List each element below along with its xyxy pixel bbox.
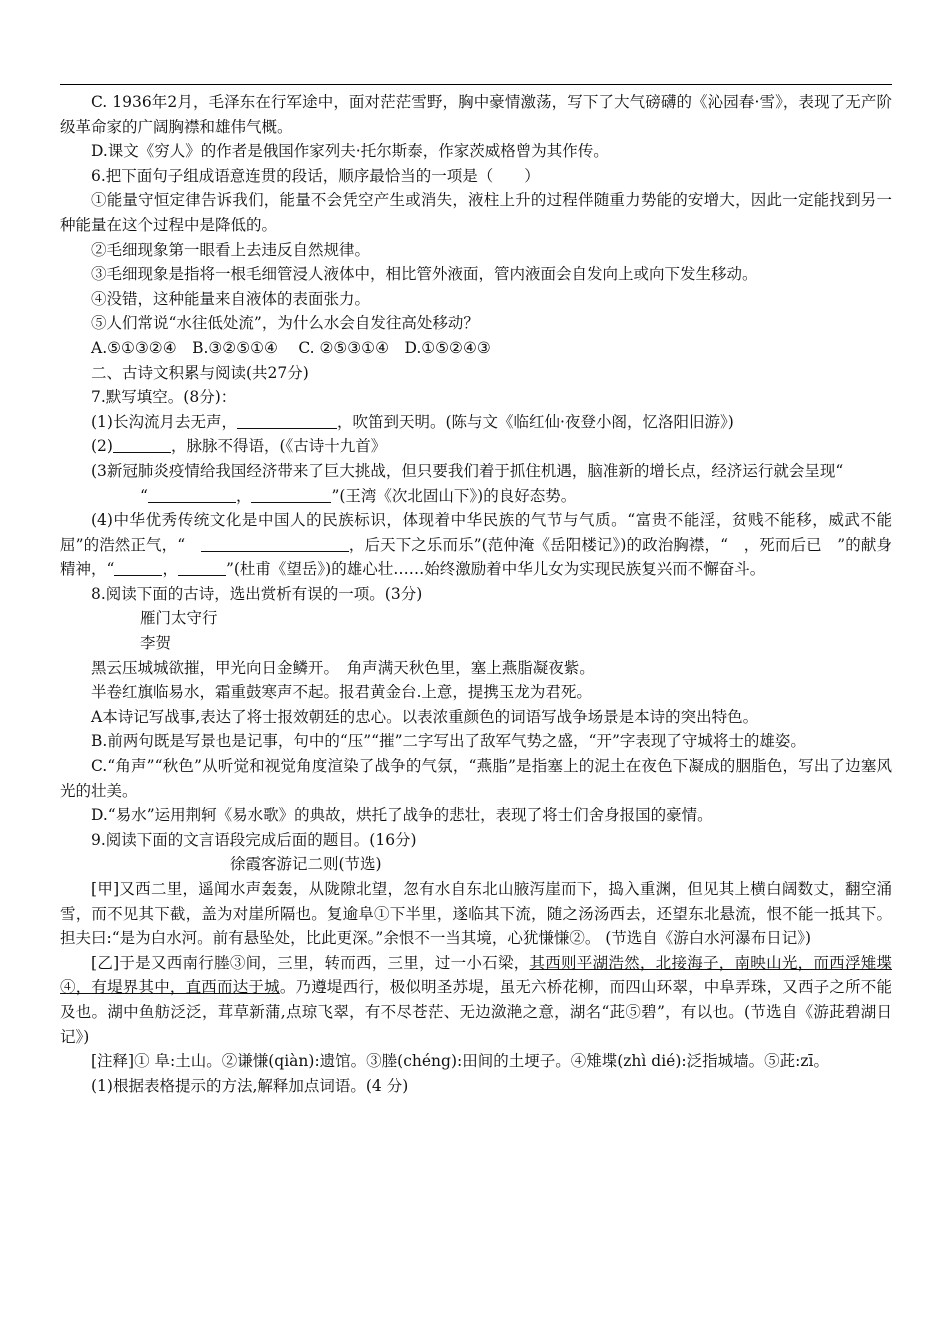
sentence-4: ④没错，这种能量来自液体的表面张力。 — [91, 289, 371, 308]
fill-blank[interactable] — [251, 486, 331, 503]
q7-1-prefix: (1)长沟流月去无声， — [91, 412, 237, 431]
question-7: 7.默写填空。(8分)： — [91, 388, 237, 407]
sentence-3: ③毛细现象是指将一根毛细管浸人液体中，相比管外液面，管内液面会自发向上或向下发生移动。 — [91, 265, 758, 284]
q7-2-prefix: (2) — [91, 437, 113, 456]
fill-blank[interactable] — [114, 559, 162, 576]
passage-yi — [60, 951, 892, 1049]
poem-author: 李贺 — [140, 634, 172, 653]
question-7-2 — [60, 434, 892, 459]
fill-blank[interactable] — [113, 436, 171, 453]
q7-3-comma: ， — [235, 486, 252, 505]
q7-4-c: ， — [162, 560, 178, 579]
question-7-3-cont — [60, 484, 892, 509]
question-7-3: (3新冠肺炎疫情给我国经济带来了巨大挑战，但只要我们着于抓住机遇，脑准新的增长点，经济运行就会呈现“ — [91, 461, 844, 480]
q7-3-open: “ — [140, 486, 148, 505]
question-8-d: D.“易水”运用荆轲《易水歌》的典故，烘托了战争的悲壮，表现了将士们舍身报国的豪情。 — [91, 806, 713, 825]
question-9: 9.阅读下面的文言语段完成后面的题目。(16分) — [91, 830, 417, 849]
sentence-5: ⑤人们常说“水往低处流”，为什么水会自发往高处移动？ — [91, 314, 479, 333]
document-content — [60, 90, 892, 1098]
top-rule — [60, 84, 892, 85]
yi-prefix: [乙]于是又西南行塍③间，三里，转而西，三里，过一小石梁， — [91, 953, 530, 972]
poem-line-1: 黑云压城城欲摧，甲光向日金鳞开。 角声满天秋色里，塞上燕脂凝夜紫。 — [91, 658, 595, 677]
sentence-1: ①能量守恒定律告诉我们，能量不会凭空产生或消失，液柱上升的过程伴随重力势能的安增大，因此一定能找到另一种能量在这个过程中是降低的。 — [60, 191, 892, 234]
fill-blank[interactable] — [201, 535, 349, 552]
q7-3-suffix: ”(王湾《次北固山下》)的良好态势。 — [331, 486, 577, 505]
section-2-heading: 二、古诗文积累与阅读(共27分) — [91, 363, 309, 382]
passage-title: 徐霞客游记二则(节选) — [230, 855, 382, 874]
question-6: 6.把下面句子组成语意连贯的段话，顺序最恰当的一项是（ ） — [91, 166, 540, 185]
sentence-2: ②毛细现象第一眼看上去违反自然规律。 — [91, 240, 371, 259]
question-8-a: A本诗记写战事,表达了将士报效朝廷的忠心。以表浓重颜色的词语写战争场景是本诗的突出特色。 — [91, 707, 759, 726]
q7-1-suffix: ，吹笛到天明。(陈与文《临红仙·夜登小阁，忆洛阳旧游》) — [336, 412, 734, 431]
option-c: C. 1936年2月，毛泽东在行军途中，面对茫茫雪野，胸中豪情激荡，写下了大气磅礴的《沁园春·雪》，表现了无产阶级革命家的广阔胸襟和雄伟气概。 — [60, 93, 892, 136]
question-7-1 — [60, 410, 892, 435]
passage-jia: [甲]又西二里，遥闻水声轰轰，从陇隙北望，忽有水自东北山腋泻崖而下，捣入重渊，但见其上横白阔数丈，翻空涌雪，而不见其下截，盖为对崖所隔也。复逾阜①下半里，遂临其下流，随之汤汤西去，还望东北悬流，恨不能一抵其下。担夫曰:“是为白水河。前有悬坠处，比此更深。”余恨不一当其境，心犹慊慊②。 (节选自《游白水河瀑布日记》) — [60, 880, 892, 948]
annotations: [注释]① 阜:土山。②谦慊(qiàn):遗馆。③塍(chéng):田间的土埂子。④雉堞(zhì dié):泛指城墙。⑤茈:zī。 — [91, 1052, 829, 1071]
q7-2-suffix: ，脉脉不得语，(《古诗十九首》 — [170, 437, 387, 456]
question-8-c: C.“角声”“秋色”从听觉和视觉角度渲染了战争的气氛，“燕脂”是指塞上的泥土在夜色下凝成的胭脂色，写出了边塞风光的壮美。 — [60, 757, 892, 800]
q7-4-d: ”(杜甫《望岳》)的雄心壮……始终激励着中华儿女为实现民族复兴而不懈奋斗。 — [225, 560, 766, 579]
option-d: D.课文《穷人》的作者是俄国作家列夫·托尔斯泰，作家茨威格曾为其作传。 — [91, 142, 609, 161]
fill-blank[interactable] — [237, 412, 337, 429]
q7-4-a: (4)中华优秀传统文化是中国人的民族标识，体现着中华民族的气节与气质。“富贵不能淫，贫贱不能移，威武不能屈”的浩然正气，“ — [60, 511, 892, 554]
poem-line-2: 半卷红旗临易水，霜重鼓寒声不起。报君黄金台.上意，提携玉龙为君死。 — [91, 683, 592, 702]
yi-underlined: 其西则平湖浩然，北接海子，南映山光，而西浮雉堞④，有堤界其中，直西而达于城 — [60, 953, 892, 997]
fill-blank[interactable] — [148, 486, 236, 503]
question-7-4 — [60, 508, 892, 582]
poem-title: 雁门太守行 — [140, 609, 218, 628]
question-9-1: (1)根据表格提示的方法,解释加点词语。(4 分) — [91, 1076, 409, 1095]
question-8: 8.阅读下面的古诗，选出赏析有误的一项。(3分) — [91, 584, 423, 603]
fill-blank[interactable] — [178, 559, 226, 576]
question-6-options: A.⑤①③②④ B.③②⑤①④ C. ②⑤③①④ D.①⑤②④③ — [91, 338, 491, 357]
question-8-b: B.前两句既是写景也是记事，句中的“压”“摧”二字写出了敌军气势之盛，“开”字表现了守城将士的雄姿。 — [91, 732, 806, 751]
yi-suffix: 。乃遵堤西行，极似明圣苏堤，虽无六桥花柳，而四山环翠，中阜弄珠，又西子之所不能及也。湖中鱼舫泛泛，茸草新蒲,点琼飞翠，有不尽苍茫、无边潋滟之意，湖名“茈⑤碧”，有以也。(节选自《游茈碧湖日记》) — [60, 978, 892, 1046]
q7-4-b: ，后天下之乐而乐”(范仲淹《岳阳楼记》)的政治胸襟，“ ，死而后已 ”的献身精神，“ — [60, 535, 892, 579]
